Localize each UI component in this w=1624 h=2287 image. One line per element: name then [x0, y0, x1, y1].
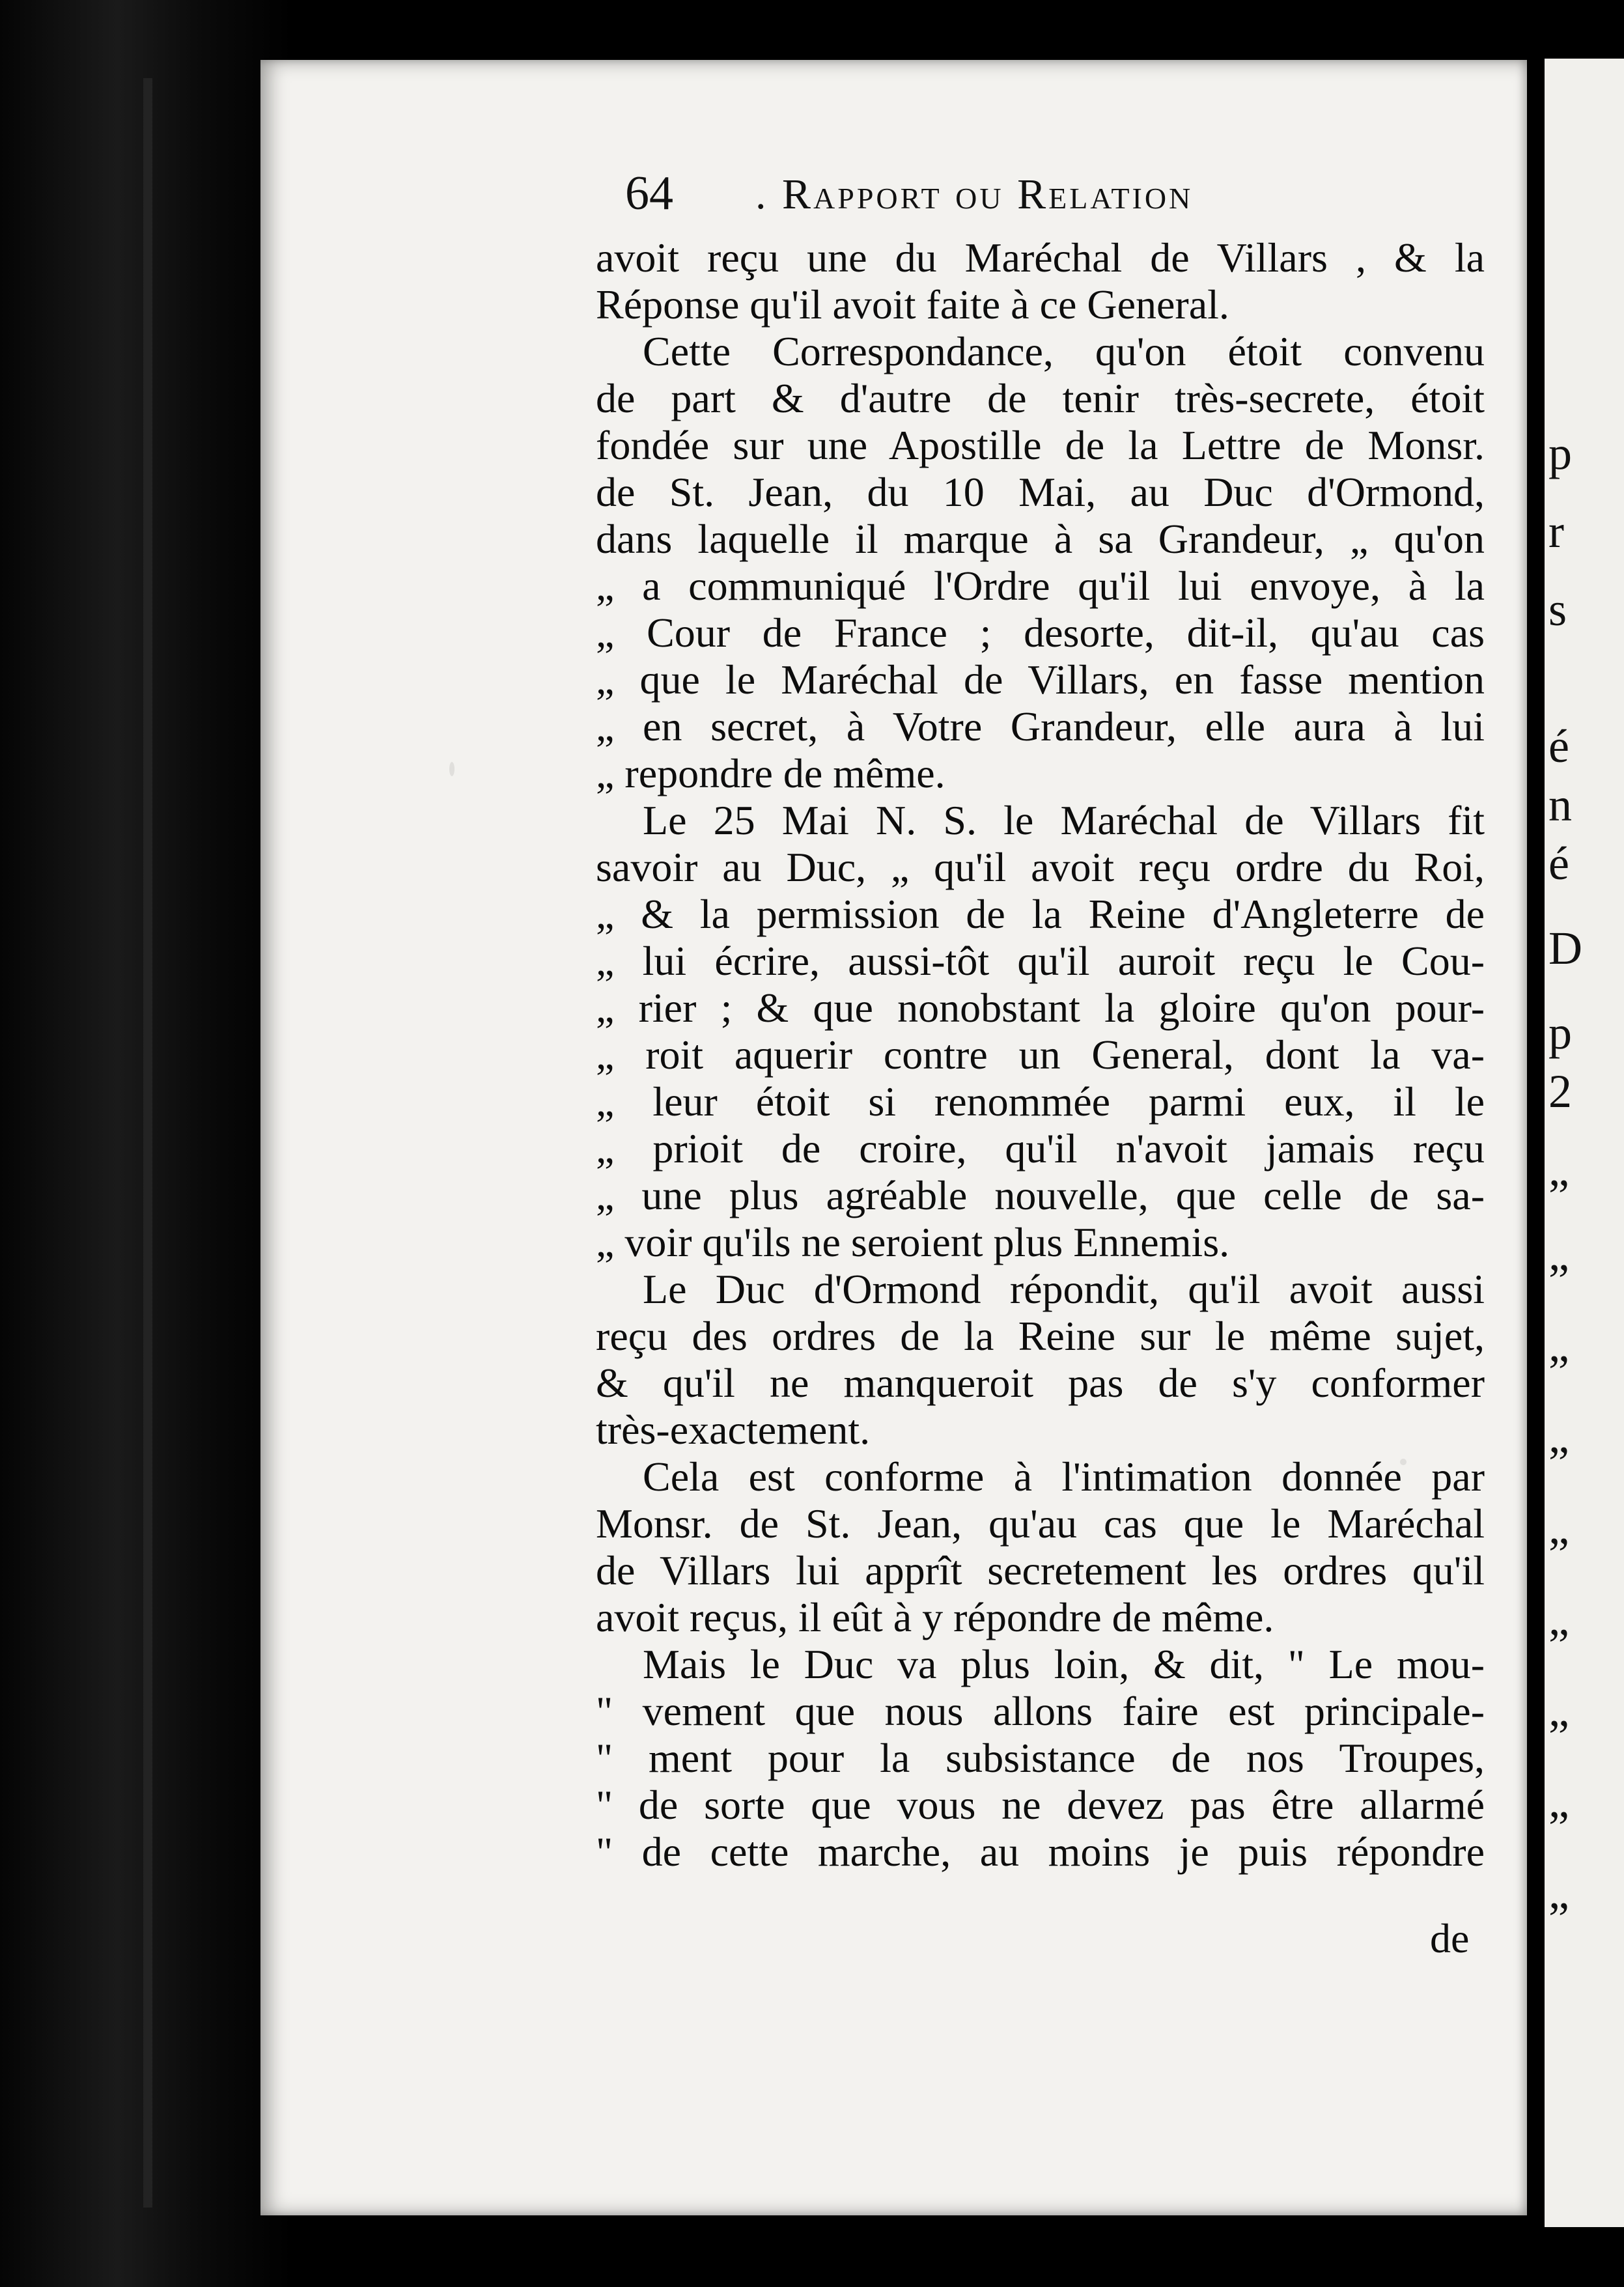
text-line: „ voir qu'ils ne seroient plus Ennemis. — [596, 1219, 1230, 1265]
text-line: savoir au Duc, „ qu'il avoit reçu ordre du Roi, — [596, 844, 1485, 890]
body-text — [596, 234, 1485, 1875]
facing-page-glyph: „ — [1548, 1684, 1569, 1736]
text-line: fondée sur une Apostille de la Lettre de Monsr. — [596, 422, 1485, 468]
text-line: reçu des ordres de la Reine sur le même sujet, — [596, 1313, 1485, 1359]
text-line: „ prioit de croire, qu'il n'avoit jamais reçu — [596, 1125, 1485, 1172]
text-line: „ leur étoit si renommée parmi eux, il le — [596, 1078, 1485, 1125]
page-number: 64 — [625, 167, 673, 220]
catchword: de — [1430, 1915, 1470, 1961]
text-line: " de cette marche, au moins je puis répondre — [596, 1829, 1485, 1875]
facing-page-glyph: é — [1548, 837, 1569, 890]
ink-speck — [449, 762, 455, 776]
facing-page-glyph: „ — [1548, 1866, 1569, 1918]
facing-page-glyph: „ — [1548, 1593, 1569, 1645]
facing-page-glyph: p — [1548, 427, 1572, 479]
facing-page-glyph: „ — [1548, 1144, 1569, 1196]
text-line: " ment pour la subsistance de nos Troupes, — [596, 1735, 1485, 1781]
text-line: de Villars lui apprît secretement les ordres qu'il — [596, 1547, 1485, 1593]
text-line: Monsr. de St. Jean, qu'au cas que le Maréchal — [596, 1500, 1485, 1547]
text-block — [596, 234, 1485, 1875]
text-line: " de sorte que vous ne devez pas être allarmé — [596, 1782, 1485, 1828]
facing-page-glyph: „ — [1548, 1775, 1569, 1827]
text-line: „ repondre de même. — [596, 750, 945, 796]
facing-page-glyph: „ — [1548, 1319, 1569, 1371]
text-line: „ roit aquerir contre un General, dont la va- — [596, 1031, 1485, 1078]
facing-page-glyph: „ — [1548, 1502, 1569, 1554]
running-title: . Rapport ou Relation — [755, 171, 1194, 218]
text-line: avoit reçu une du Maréchal de Villars , & la — [596, 234, 1485, 281]
facing-page-glyph: n — [1548, 779, 1572, 831]
text-line: " vement que nous allons faire est principale- — [596, 1688, 1485, 1734]
facing-page-glyph: 2 — [1548, 1065, 1572, 1117]
page-header — [625, 166, 1354, 231]
text-line: „ une plus agréable nouvelle, que celle de sa- — [596, 1172, 1485, 1218]
text-line: Le 25 Mai N. S. le Maréchal de Villars fit — [643, 797, 1485, 843]
text-line: dans laquelle il marque à sa Grandeur, „ qu'on — [596, 516, 1485, 562]
text-line: très-exactement. — [596, 1407, 871, 1453]
text-line: Mais le Duc va plus loin, & dit, " Le mou- — [643, 1641, 1485, 1687]
spine-edge-stripe — [143, 78, 152, 2208]
facing-page-glyph: é — [1548, 720, 1569, 772]
facing-page-edge — [1545, 59, 1624, 2227]
text-line: „ en secret, à Votre Grandeur, elle aura à lui — [596, 703, 1485, 750]
text-line: Cette Correspondance, qu'on étoit convenu — [643, 328, 1485, 374]
facing-page-glyph: p — [1548, 1007, 1572, 1059]
text-line: avoit reçus, il eût à y répondre de même. — [596, 1594, 1274, 1640]
facing-page-glyph: „ — [1548, 1228, 1569, 1280]
text-line: „ lui écrire, aussi-tôt qu'il auroit reçu le Cou- — [596, 938, 1485, 984]
ink-speck — [1400, 1459, 1407, 1465]
text-line: Le Duc d'Ormond répondit, qu'il avoit aussi — [643, 1266, 1485, 1312]
text-line: „ a communiqué l'Ordre qu'il lui envoye, à la — [596, 563, 1485, 609]
text-line: „ rier ; & que nonobstant la gloire qu'on pour- — [596, 985, 1485, 1031]
text-line: de St. Jean, du 10 Mai, au Duc d'Ormond, — [596, 469, 1485, 515]
text-line: „ que le Maréchal de Villars, en fasse mention — [596, 656, 1485, 703]
text-line: „ & la permission de la Reine d'Angleterre de — [596, 891, 1485, 937]
facing-page-glyph: r — [1548, 505, 1564, 557]
text-line: Cela est conforme à l'intimation donnée par — [643, 1453, 1485, 1500]
facing-page-glyph: s — [1548, 583, 1567, 636]
text-line: „ Cour de France ; desorte, dit-il, qu'au cas — [596, 610, 1485, 656]
facing-page-glyph: „ — [1548, 1410, 1569, 1463]
text-line: Réponse qu'il avoit faite à ce General. — [596, 281, 1229, 328]
text-line: de part & d'autre de tenir très-secrete, étoit — [596, 375, 1485, 421]
facing-page-glyph: D — [1548, 922, 1582, 974]
text-line: & qu'il ne manqueroit pas de s'y conformer — [596, 1360, 1485, 1406]
